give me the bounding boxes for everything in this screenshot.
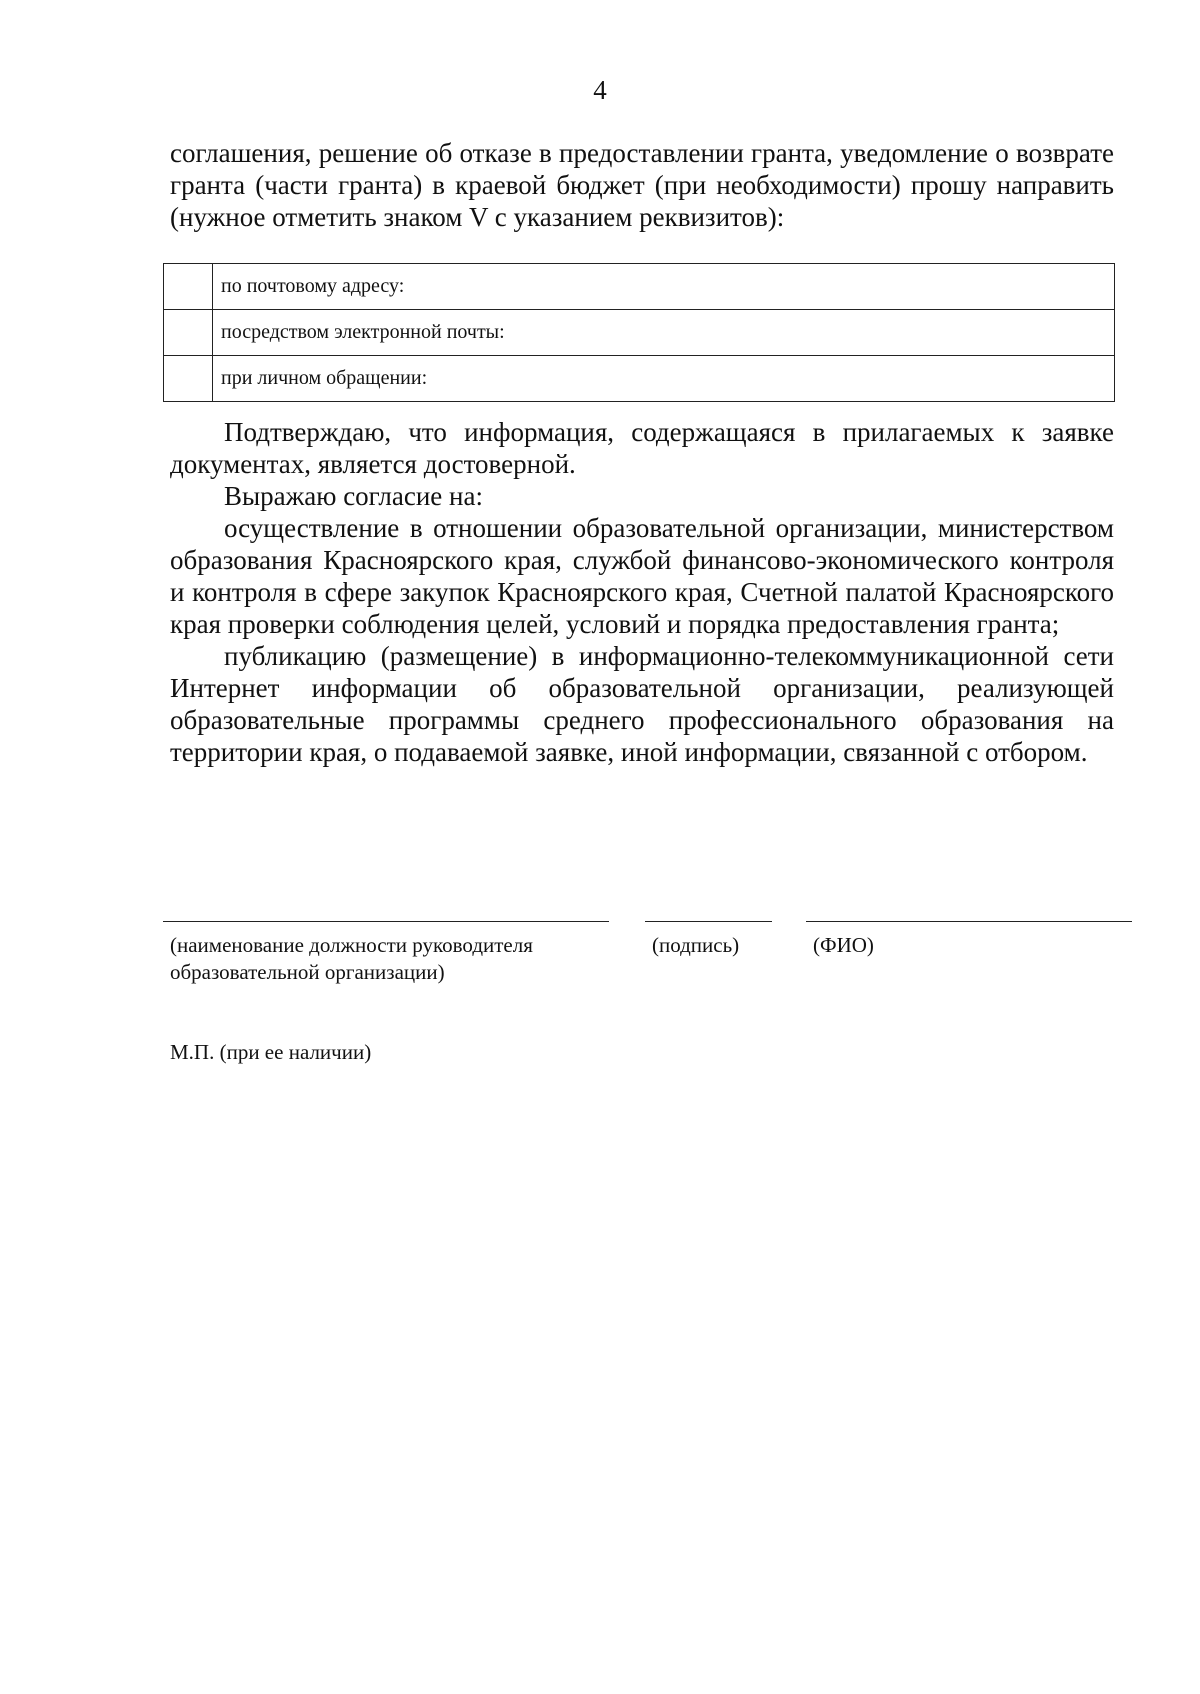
consent-item-publication: публикацию (размещение) в информационно-телекоммуникационной сети Интернет информации об образовательной организации, реализующей образовательные программы среднего профессионального образования на территории края, о подаваемой заявке, иной информации, связанной с отбором. [170, 641, 1114, 767]
delivery-option-row [164, 310, 1115, 356]
delivery-method-table [163, 263, 1115, 402]
consent-intro: Выражаю согласие на: [224, 481, 483, 511]
name-signature-line[interactable] [806, 921, 1132, 922]
delivery-option-row [164, 264, 1115, 310]
signature-line[interactable] [645, 921, 772, 922]
stamp-placeholder: М.П. (при ее наличии) [170, 1040, 372, 1064]
delivery-checkbox-postal[interactable] [164, 264, 213, 310]
delivery-checkbox-email[interactable] [164, 310, 213, 356]
delivery-option-label: по почтовому адресу: [213, 264, 1115, 310]
page-number: 4 [593, 75, 607, 105]
confirmation-paragraph: Подтверждаю, что информация, содержащаяся в прилагаемых к заявке документах, является достоверной. [170, 417, 1114, 479]
consent-item-inspection: осуществление в отношении образовательной организации, министерством образования Красноярского края, службой финансово-экономического контроля и контроля в сфере закупок Красноярского края, Счетной палатой Красноярского края проверки соблюдения целей, условий и порядка предоставления гранта; [170, 513, 1114, 639]
delivery-option-label: при личном обращении: [213, 356, 1115, 402]
name-caption: (ФИО) [813, 933, 874, 957]
consent-section [170, 416, 1114, 768]
delivery-option-row [164, 356, 1115, 402]
delivery-option-label: посредством электронной почты: [213, 310, 1115, 356]
intro-paragraph: соглашения, решение об отказе в предоставлении гранта, уведомление о возврате гранта (части гранта) в краевой бюджет (при необходимости) прошу направить (нужное отметить знаком V с указанием реквизитов): [170, 138, 1114, 232]
position-caption: (наименование должности руководителя образовательной организации) [170, 933, 533, 984]
signature-caption: (подпись) [652, 933, 740, 957]
delivery-checkbox-in-person[interactable] [164, 356, 213, 402]
position-signature-line[interactable] [163, 921, 609, 922]
